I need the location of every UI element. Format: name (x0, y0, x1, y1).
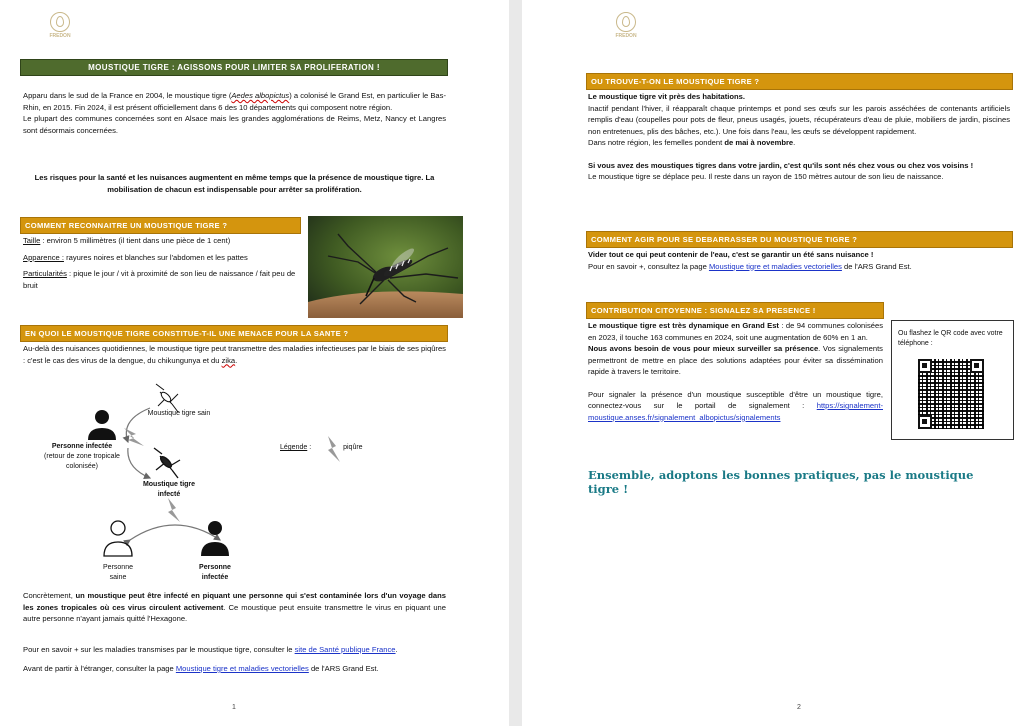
more-info-line-1: Pour en savoir + sur les maladies transmises par le moustique tigre, consulter le site de Santé publique France. (23, 645, 398, 654)
health-threat-text: Au-delà des nuisances quotidiennes, le moustique tigre peut transmettre des maladies infectieuses par le biais de ses piqûres : c'est le cas des virus de la dengue, du chikungunya et du zika. (23, 344, 446, 365)
conclusion-paragraph: Concrètement, un moustique peut être infecté en piquant une personne qui s'est contaminée lors d'un voyage dans les zones tropicales où ces virus circulent activement. Ce moustique peut ensuite transmettre le virus en piquant une autre personne n'ayant jamais quitté l'Hexagone. (23, 591, 446, 623)
page-number-2: 2 (797, 704, 801, 711)
label-person-healthy: Personne saine (103, 564, 133, 581)
qr-box (891, 320, 1014, 440)
where-text: Le moustique tigre vit près des habitations. Inactif pendant l'hiver, il réapparaît chaque printemps et pond ses œufs sur les parois asséchées de contenants artificiels remplis d'eau (coupelles pour pots de fleur, pneus usagés, jouets, récupérateurs d'eau de pluie, mobiliers de jardin, piscines non entretenues, plis des bâches, etc.). Une fois dans l'eau, les œufs se développent rapidement. Dans notre région, les femelles pondent de mai à novembre. Si vous avez des moustiques tigres dans votre jardin, c'est qu'ils sont nés chez vous ou chez vos voisins ! Le moustique tigre se déplace peu. Il reste dans un rayon de 150 mètres autour de son lieu de naissance. (588, 92, 1010, 181)
particularities-line: Particularités : pique le jour / vit à proximité de son lieu de naissance / fait peu de bruit (23, 269, 296, 290)
link-signalement-portal[interactable]: https://signalement-moustique.anses.fr/signalement_albopictus/signalements (588, 401, 883, 422)
qr-caption: Ou flashez le QR code avec votre téléphone : (898, 330, 1003, 347)
page-number-1: 1 (232, 704, 236, 711)
document-title-banner (20, 59, 448, 76)
recognize-list (23, 235, 303, 291)
fredon-logo: FREDON (46, 12, 74, 48)
label-person-infected-2: Personne infectée (199, 564, 231, 581)
link-sante-publique-france[interactable]: site de Santé publique France (294, 645, 396, 654)
mosquito-photo (308, 216, 463, 318)
risk-statement: Les risques pour la santé et les nuisances augmentent en même temps que la présence de moustique tigre. La mobilisation de chacun est indispensable pour arrêter sa prolifération. (34, 173, 435, 194)
link-ars-moustique-tigre-2[interactable]: Moustique tigre et maladies vectorielles (708, 261, 842, 271)
appearance-line: Apparence : rayures noires et blanches sur l'abdomen et les pattes (23, 252, 248, 262)
transmission-diagram (40, 380, 400, 590)
section-header-health-threat: EN QUOI LE MOUSTIQUE TIGRE CONSTITUE-T-IL UNE MENACE POUR LA SANTE ? (20, 325, 448, 342)
section-header-recognize: COMMENT RECONNAITRE UN MOUSTIQUE TIGRE ? (20, 217, 301, 234)
closing-slogan: Ensemble, adoptons les bonnes pratiques, pas le moustique tigre ! (588, 468, 974, 496)
document-page-2 (522, 0, 1032, 726)
label-person-infected: Personne infectée (retour de zone tropicale colonisée) (44, 443, 120, 470)
section-header-where: OU TROUVE-T-ON LE MOUSTIQUE TIGRE ? (586, 73, 1013, 90)
section-header-act: COMMENT AGIR POUR SE DEBARRASSER DU MOUSTIQUE TIGRE ? (586, 231, 1013, 248)
diagram-legend: Légende : piqûre (280, 444, 363, 451)
label-mosquito-healthy: Moustique tigre sain (147, 410, 211, 417)
size-line: Taille : environ 5 millimètres (il tient dans une pièce de 1 cent) (23, 236, 231, 245)
species-name: Aedes albopictus (231, 91, 290, 100)
intro-paragraph: Apparu dans le sud de la France en 2004, le moustique tigre (Aedes albopictus) a colonisé le Grand Est, en particulier le Bas-Rhin, en 2015. Fin 2024, il est présent officiellement dans 6 des 10 départements qui composent notre région. Le plupart des communes concernées sont en Alsace mais les grandes agglomérations de Reims, Metz, Nancy et Langres sont désormais concernées. (23, 91, 446, 135)
diagram-arrows (40, 380, 400, 590)
act-text: Vider tout ce qui peut contenir de l'eau, c'est se garantir un été sans nuisance ! Pour en savoir +, consultez la page Moustique tigre et maladies vectorielles de l'ARS Grand Est. (588, 250, 912, 271)
fredon-logo-2: FREDON (612, 12, 640, 48)
link-ars-moustique-tigre[interactable]: Moustique tigre et maladies vectorielles (175, 664, 309, 673)
label-mosquito-infected: Moustique tigre infecté (142, 481, 196, 498)
more-info-line-2: Avant de partir à l'étranger, consulter la page Moustique tigre et maladies vectorielles de l'ARS Grand Est. (23, 664, 379, 673)
document-title: MOUSTIQUE TIGRE : AGISSONS POUR LIMITER SA PROLIFERATION ! (88, 63, 380, 72)
section-header-report: CONTRIBUTION CITOYENNE : SIGNALEZ SA PRESENCE ! (586, 302, 884, 319)
document-page-1 (0, 0, 509, 726)
report-text: Le moustique tigre est très dynamique en Grand Est : de 94 communes colonisées en 2023, il touche 163 communes en 2024, soit une augmentation de 60% en 1 an. Nous avons besoin de vous pour mieux surveiller sa présence. Vos signalements permettront de mettre en place des solutions adaptées pour éviter sa dissémination rapide à travers le territoire. Pour signaler la présence d'un moustique susceptible d'être un moustique tigre, connectez-vous sur le portail de signalement : https://signalement-moustique.anses.fr/signalement_albopictus/signalements (588, 321, 884, 422)
